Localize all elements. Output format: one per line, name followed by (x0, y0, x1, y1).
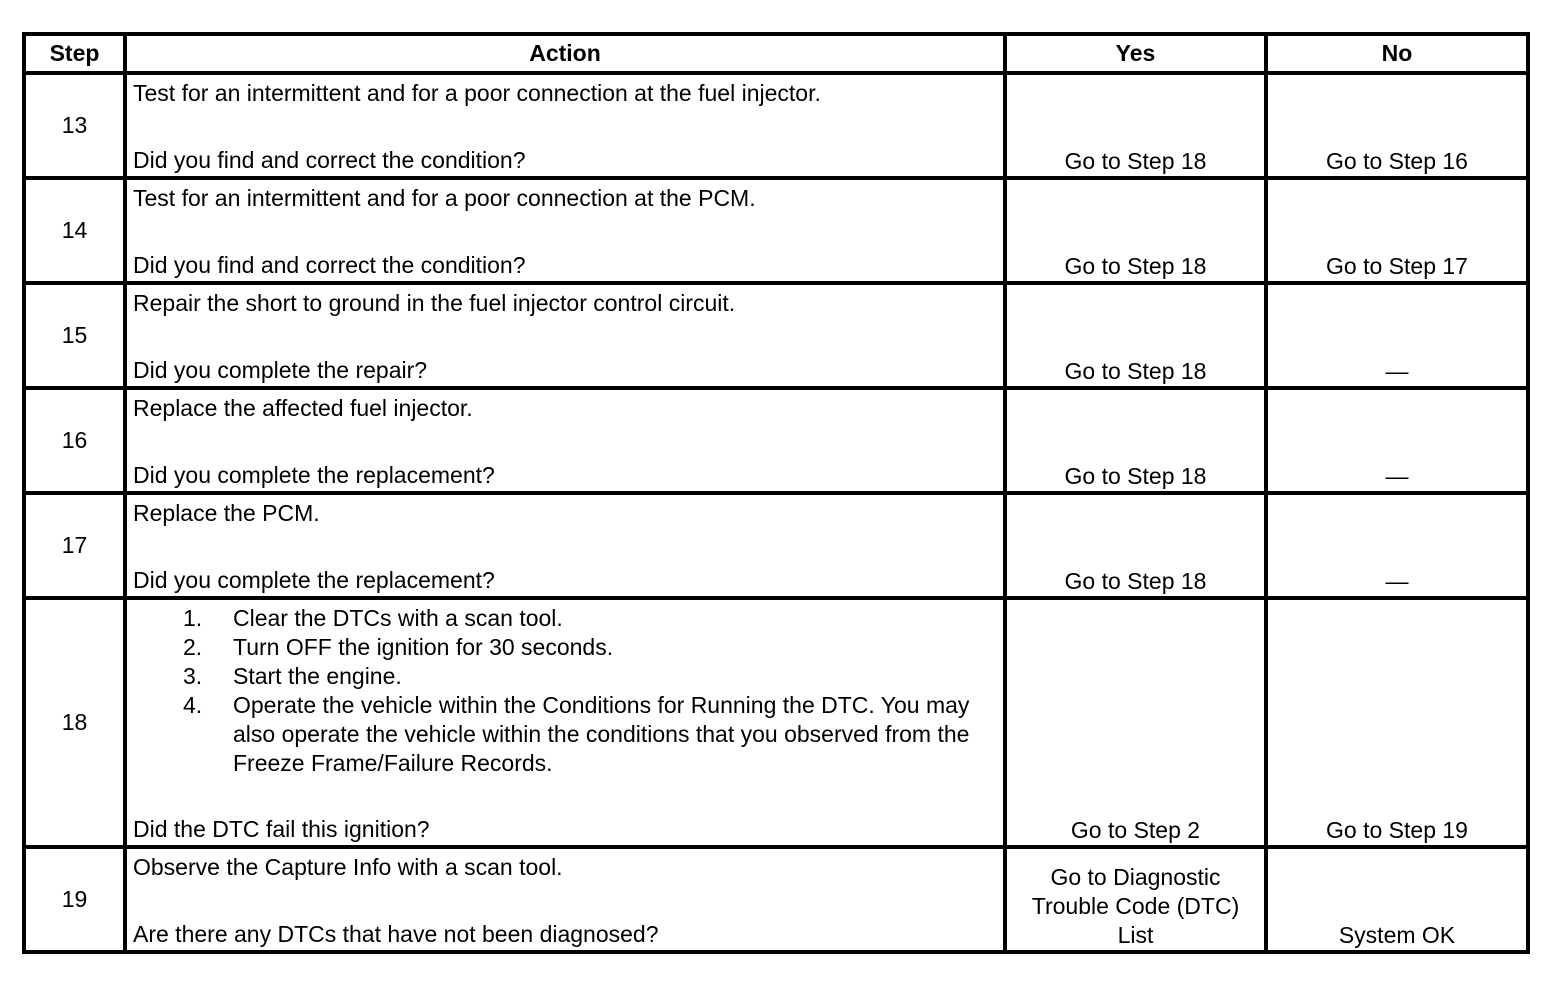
yes-outcome (1005, 847, 1266, 952)
action-question: Did you complete the replacement? (133, 462, 495, 488)
header-row (24, 34, 1528, 73)
substep-item (127, 604, 987, 633)
no-outcome: Go to Step 17 (1266, 178, 1528, 283)
yes-outcome: Go to Step 18 (1005, 493, 1266, 598)
no-outcome: — (1266, 388, 1528, 493)
step-number: 17 (24, 493, 125, 598)
table-row-step-18 (24, 598, 1528, 847)
substep-list (127, 604, 987, 778)
action-instruction: Test for an intermittent and for a poor connection at the fuel injector. (133, 80, 821, 106)
diagnostic-table (22, 32, 1530, 954)
substep-item (127, 633, 987, 662)
step-number: 15 (24, 283, 125, 388)
action-instruction: Replace the affected fuel injector. (133, 395, 473, 421)
no-outcome: Go to Step 16 (1266, 73, 1528, 178)
action-question: Did you complete the repair? (133, 357, 428, 383)
table-row-step-14 (24, 178, 1528, 283)
action-question: Did you complete the replacement? (133, 567, 495, 593)
table-row-step-13 (24, 73, 1528, 178)
action-cell (125, 73, 1005, 178)
yes-outcome: Go to Step 18 (1005, 283, 1266, 388)
substep-number: 2. (183, 634, 203, 660)
header-no: No (1266, 34, 1528, 73)
yes-outcome-text: Go to Diagnostic Trouble Code (DTC) List (1031, 864, 1240, 948)
substep-text: Turn OFF the ignition for 30 seconds. (233, 634, 614, 660)
table-row-step-16 (24, 388, 1528, 493)
no-outcome: Go to Step 19 (1266, 598, 1528, 847)
yes-outcome: Go to Step 2 (1005, 598, 1266, 847)
table-row-step-19 (24, 847, 1528, 952)
substep-text: Start the engine. (233, 663, 402, 689)
yes-outcome: Go to Step 18 (1005, 388, 1266, 493)
step-number: 14 (24, 178, 125, 283)
no-outcome: — (1266, 493, 1528, 598)
substep-number: 4. (183, 692, 203, 718)
no-outcome: — (1266, 283, 1528, 388)
substep-item (127, 691, 987, 778)
yes-outcome: Go to Step 18 (1005, 178, 1266, 283)
substep-text: Operate the vehicle within the Conditions for Running the DTC. You may also operate the vehicle within the conditions that you observed from the Freeze Frame/Failure Records. (233, 692, 970, 776)
action-instruction: Replace the PCM. (133, 500, 320, 526)
header-yes: Yes (1005, 34, 1266, 73)
action-cell (125, 388, 1005, 493)
action-cell (125, 283, 1005, 388)
action-instruction: Test for an intermittent and for a poor connection at the PCM. (133, 185, 756, 211)
substep-text: Clear the DTCs with a scan tool. (233, 605, 563, 631)
action-question: Did the DTC fail this ignition? (133, 816, 430, 842)
action-instruction: Repair the short to ground in the fuel injector control circuit. (133, 290, 736, 316)
action-cell (125, 493, 1005, 598)
step-number: 13 (24, 73, 125, 178)
action-question: Did you find and correct the condition? (133, 252, 526, 278)
substep-number: 3. (183, 663, 203, 689)
action-cell (125, 178, 1005, 283)
no-outcome: System OK (1266, 847, 1528, 952)
step-number: 16 (24, 388, 125, 493)
action-question: Are there any DTCs that have not been diagnosed? (133, 921, 659, 947)
step-number: 19 (24, 847, 125, 952)
action-cell (125, 847, 1005, 952)
substep-number: 1. (183, 605, 203, 631)
step-number: 18 (24, 598, 125, 847)
action-question: Did you find and correct the condition? (133, 147, 526, 173)
table-row-step-15 (24, 283, 1528, 388)
action-cell (125, 598, 1005, 847)
table-row-step-17 (24, 493, 1528, 598)
action-instruction: Observe the Capture Info with a scan tool. (133, 854, 563, 880)
header-step: Step (24, 34, 125, 73)
header-action: Action (125, 34, 1005, 73)
substep-item (127, 662, 987, 691)
yes-outcome: Go to Step 18 (1005, 73, 1266, 178)
